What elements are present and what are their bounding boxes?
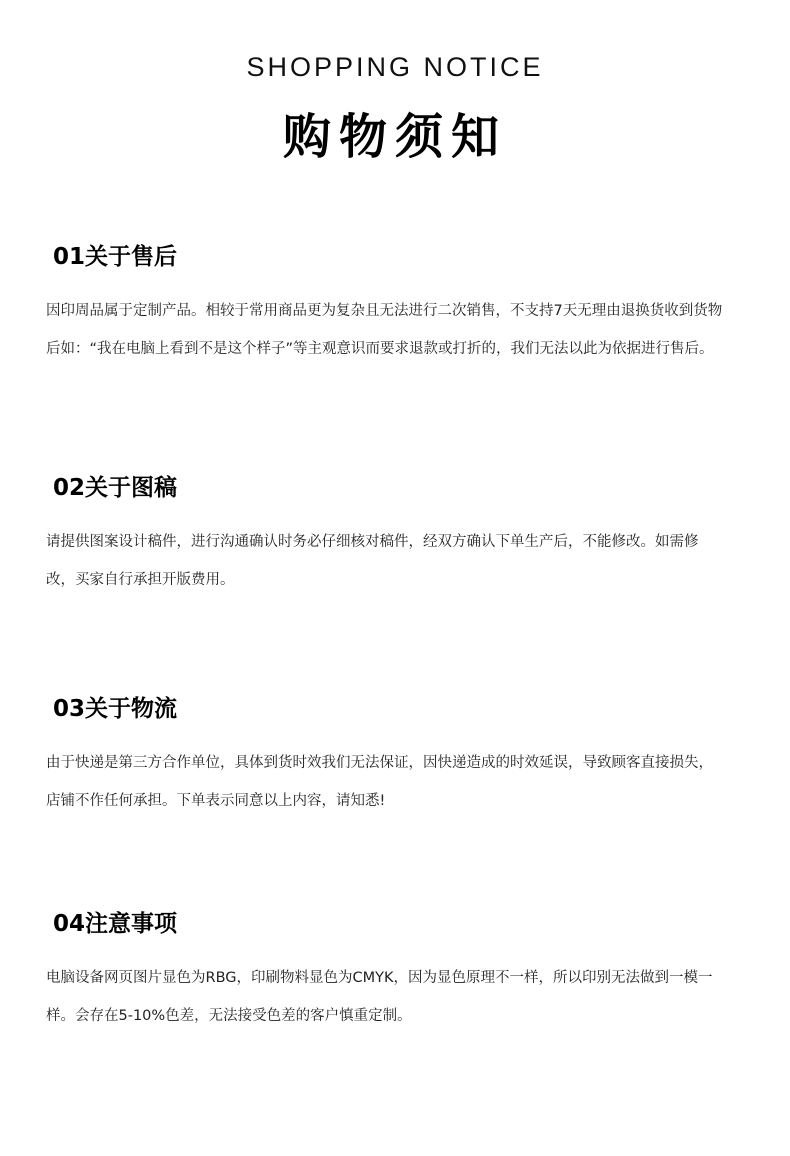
section-title: 03关于物流 xyxy=(53,696,178,722)
section-body: 由于快递是第三方合作单位，具体到货时效我们无法保证，因快递造成的时效延误，导致顾客直接损失，店铺不作任何承担。下单表示同意以上内容，请知悉! xyxy=(46,755,713,809)
page-title: 购物须知 xyxy=(282,109,507,165)
section-body: 电脑设备网页图片显色为RBG，印刷物料显色为CMYK，因为显色原理不一样，所以印别无法做到一模一样。会存在5-10%色差，无法接受色差的客户慎重定制。 xyxy=(46,970,713,1024)
section-body: 因印周品属于定制产品。相较于常用商品更为复杂且无法进行二次销售，不支持7天无理由退换货收到货物后如：“我在电脑上看到不是这个样子”等主观意识而要求退款或打折的，我们无法以此为依据进行售后。 xyxy=(46,303,723,357)
english-subtitle: SHOPPING NOTICE xyxy=(246,52,544,82)
section-title: 01关于售后 xyxy=(53,244,178,270)
section-title: 02关于图稿 xyxy=(53,475,178,501)
section-title: 04注意事项 xyxy=(53,911,178,937)
section-body: 请提供图案设计稿件，进行沟通确认时务必仔细核对稿件，经双方确认下单生产后，不能修改。如需修改，买家自行承担开版费用。 xyxy=(46,534,699,588)
